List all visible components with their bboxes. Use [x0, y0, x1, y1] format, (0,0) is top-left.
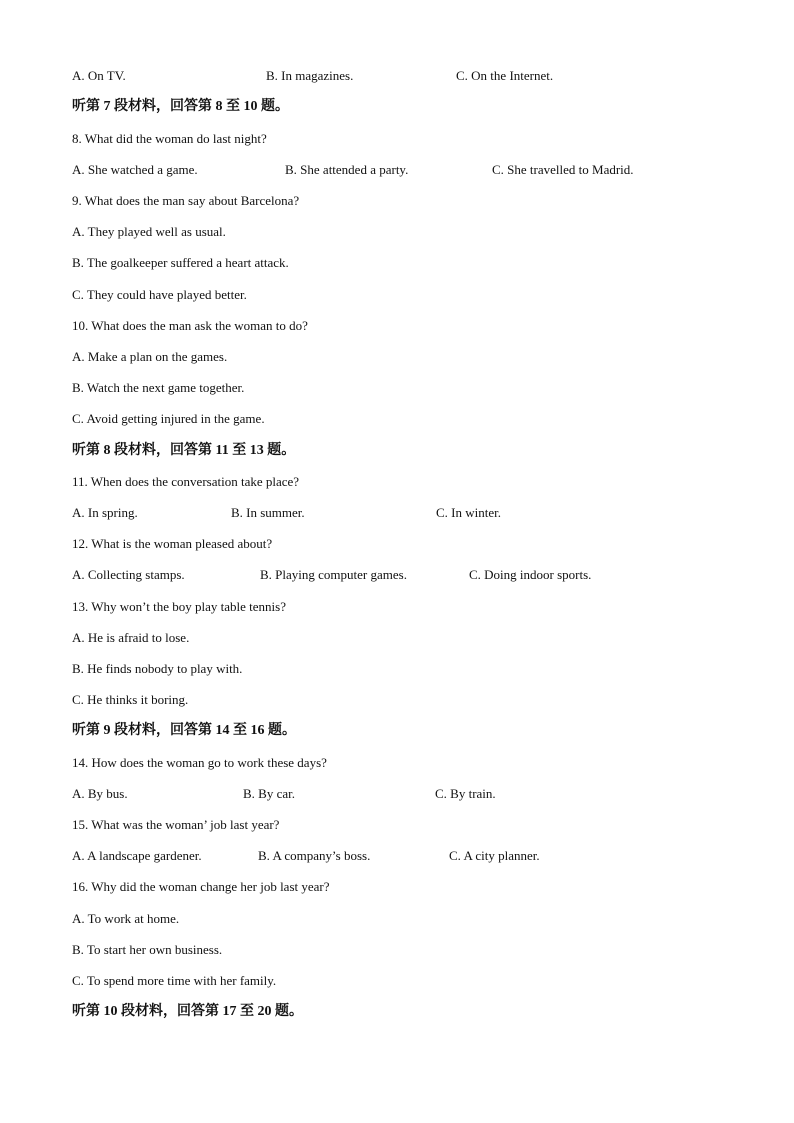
- option-b: B. In summer.: [231, 505, 305, 520]
- section-heading: 听第 10 段材料，回答第 17 至 20 题。: [72, 1004, 303, 1019]
- question-8: 8. What did the woman do last night?: [72, 131, 267, 146]
- option-b: B. She attended a party.: [285, 162, 409, 177]
- option-b: B. By car.: [243, 786, 295, 801]
- question-12: 12. What is the woman pleased about?: [72, 536, 273, 551]
- option-a: A. He is afraid to lose.: [72, 630, 190, 645]
- question-16: 16. Why did the woman change her job last year?: [72, 879, 330, 894]
- option-a: A. On TV.: [72, 68, 126, 83]
- option-c: C. Avoid getting injured in the game.: [72, 411, 265, 426]
- option-c: C. By train.: [435, 786, 496, 801]
- option-a: A. In spring.: [72, 505, 138, 520]
- option-b: B. The goalkeeper suffered a heart attack.: [72, 255, 289, 270]
- question-10: 10. What does the man ask the woman to do?: [72, 318, 308, 333]
- option-c: C. She travelled to Madrid.: [492, 162, 634, 177]
- option-a: A. Collecting stamps.: [72, 567, 185, 582]
- question-14: 14. How does the woman go to work these days?: [72, 755, 327, 770]
- option-c: C. He thinks it boring.: [72, 692, 189, 707]
- option-a: A. A landscape gardener.: [72, 848, 202, 863]
- option-b: B. In magazines.: [266, 68, 354, 83]
- question-15: 15. What was the woman’ job last year?: [72, 817, 280, 832]
- option-b: B. To start her own business.: [72, 942, 223, 957]
- option-b: B. Playing computer games.: [260, 567, 407, 582]
- option-b: B. He finds nobody to play with.: [72, 661, 243, 676]
- question-13: 13. Why won’t the boy play table tennis?: [72, 599, 286, 614]
- section-heading: 听第 9 段材料，回答第 14 至 16 题。: [72, 723, 296, 738]
- section-heading: 听第 7 段材料，回答第 8 至 10 题。: [72, 99, 289, 114]
- option-a: A. They played well as usual.: [72, 224, 226, 239]
- question-11: 11. When does the conversation take place?: [72, 474, 300, 489]
- option-c: C. Doing indoor sports.: [469, 567, 592, 582]
- question-9: 9. What does the man say about Barcelona?: [72, 193, 300, 208]
- option-c: C. They could have played better.: [72, 287, 247, 302]
- option-a: A. She watched a game.: [72, 162, 198, 177]
- option-b: B. A company’s boss.: [258, 848, 371, 863]
- option-c: C. To spend more time with her family.: [72, 973, 277, 988]
- option-b: B. Watch the next game together.: [72, 380, 245, 395]
- option-c: C. A city planner.: [449, 848, 540, 863]
- option-a: A. Make a plan on the games.: [72, 349, 228, 364]
- option-c: C. In winter.: [436, 505, 501, 520]
- option-a: A. To work at home.: [72, 911, 180, 926]
- option-a: A. By bus.: [72, 786, 128, 801]
- section-heading: 听第 8 段材料，回答第 11 至 13 题。: [72, 443, 296, 458]
- option-c: C. On the Internet.: [456, 68, 554, 83]
